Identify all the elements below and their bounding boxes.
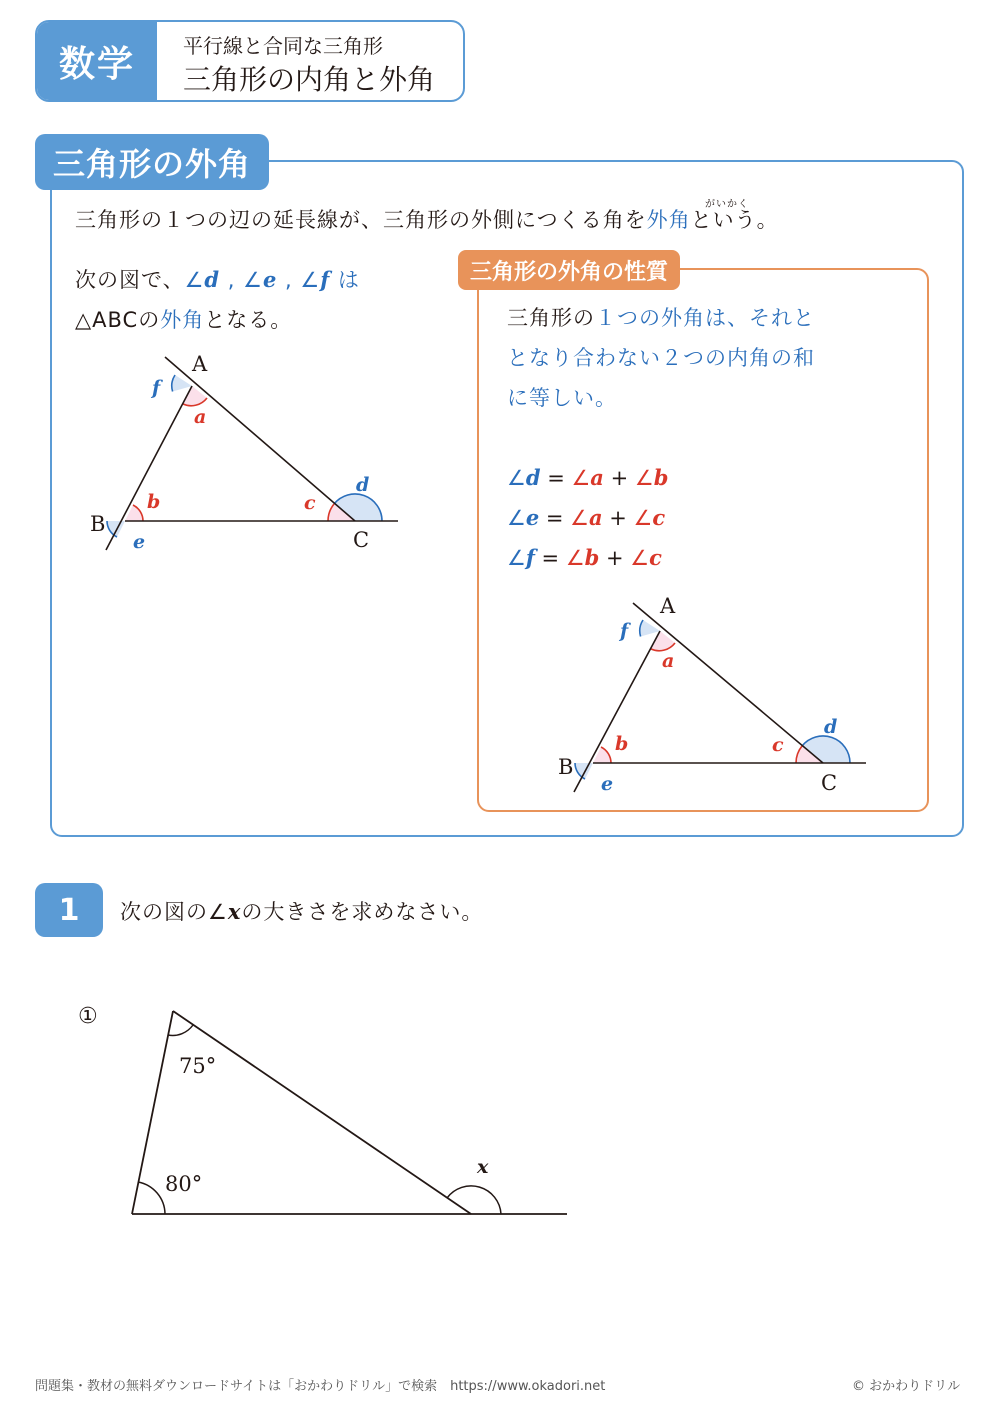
angle-b-fill xyxy=(593,747,611,763)
definition-post: という。 xyxy=(690,208,779,232)
subject-badge: 数学 xyxy=(37,22,157,100)
formula-d-a: a xyxy=(590,465,604,490)
formula-f: ∠f = ∠b + ∠c xyxy=(507,545,662,570)
vertex-c: C xyxy=(821,771,838,795)
property-heading: 三角形の外角の性質 xyxy=(458,250,680,290)
angle-75-label: 75° xyxy=(179,1054,217,1078)
definition-term: 外角 xyxy=(646,208,691,232)
label-e: e xyxy=(133,531,146,553)
vertex-c: C xyxy=(353,528,370,552)
property-line3: に等しい。 xyxy=(507,386,617,410)
definition-text xyxy=(75,204,779,234)
angle-e-fill xyxy=(107,521,125,537)
example-sep2: , ∠ xyxy=(277,268,321,292)
problem-sub-label: ① xyxy=(78,1004,98,1029)
angle-e-fill xyxy=(575,763,593,779)
formula-f-a: b xyxy=(584,545,600,570)
formula-e-b: c xyxy=(652,505,666,530)
problem-text-post: の大きさを求めなさい。 xyxy=(241,900,484,924)
problem-text-var: x xyxy=(227,899,242,924)
property-line1-blue: １つの外角は、それと xyxy=(595,306,815,330)
line-ab-extended xyxy=(574,631,660,792)
label-a: a xyxy=(662,650,675,672)
formula-f-lhs: f xyxy=(525,545,535,570)
formula-d-b: b xyxy=(653,465,669,490)
example-line2-pre: △ABCの xyxy=(75,308,161,332)
example-line1 xyxy=(75,264,360,294)
example-line2 xyxy=(75,304,292,334)
example-sep1: , ∠ xyxy=(220,268,263,292)
angle-x-label: x xyxy=(477,1156,489,1178)
line-ac-extended xyxy=(165,357,355,521)
triangle-diagram-left xyxy=(80,345,420,565)
header-box xyxy=(35,20,465,102)
label-a: a xyxy=(194,406,207,428)
example-d: d xyxy=(204,267,221,292)
page-title: 三角形の内角と外角 xyxy=(183,63,436,96)
unit-title: 平行線と合同な三角形 xyxy=(183,34,383,58)
formula-e: ∠e = ∠a + ∠c xyxy=(507,505,666,530)
label-c: c xyxy=(304,492,316,514)
triangle-diagram-right xyxy=(548,590,888,810)
problem-text xyxy=(120,896,483,926)
angle-symbol: ∠ xyxy=(184,268,205,292)
label-d: d xyxy=(824,716,838,738)
formula-d: ∠d = ∠a + ∠b xyxy=(507,465,669,490)
label-f: f xyxy=(620,620,629,642)
section-heading: 三角形の外角 xyxy=(35,134,269,190)
example-pre: 次の図で、 xyxy=(75,268,185,292)
problem-text-pre: 次の図の∠ xyxy=(120,900,228,924)
example-line2-term: 外角 xyxy=(160,308,205,332)
label-b: b xyxy=(615,733,629,755)
label-b: b xyxy=(147,491,161,513)
footer-right: © おかわりドリル xyxy=(852,1379,961,1394)
footer-left: 問題集・教材の無料ダウンロードサイトは「おかわりドリル」で検索 https://www.okadori.net xyxy=(35,1379,606,1394)
example-f: f xyxy=(320,267,331,292)
angle-x-arc xyxy=(447,1186,501,1214)
problem-triangle xyxy=(120,1000,580,1230)
angle-80-arc xyxy=(138,1182,165,1214)
example-line2-post: となる。 xyxy=(204,308,293,332)
vertex-b: B xyxy=(90,512,106,536)
formula-e-lhs: e xyxy=(525,505,540,530)
line-ac-extended xyxy=(633,603,823,763)
property-line1-pre: 三角形の xyxy=(507,306,595,330)
vertex-a: A xyxy=(192,352,208,376)
definition-pre: 三角形の１つの辺の延長線が、三角形の外側につくる角を xyxy=(75,208,647,232)
property-line2: となり合わない２つの内角の和 xyxy=(507,346,815,370)
angle-80-label: 80° xyxy=(165,1172,203,1196)
formula-f-b: c xyxy=(649,545,662,570)
problem-number: 1 xyxy=(35,883,103,937)
example-e: e xyxy=(262,267,278,292)
formula-d-lhs: d xyxy=(525,465,541,490)
formula-e-a: a xyxy=(588,505,603,530)
angle-75-arc xyxy=(168,1025,193,1035)
label-d: d xyxy=(356,474,370,496)
example-ha: は xyxy=(330,268,360,292)
label-f: f xyxy=(152,377,161,399)
vertex-a: A xyxy=(660,594,676,618)
label-c: c xyxy=(772,734,784,756)
property-line1 xyxy=(507,302,815,332)
label-e: e xyxy=(601,773,614,795)
line-ab-extended xyxy=(106,386,192,550)
vertex-b: B xyxy=(558,755,574,779)
triangle-side-right xyxy=(173,1011,471,1214)
example-angle-list xyxy=(185,268,360,292)
ruby-reading: がいかく xyxy=(705,199,749,210)
